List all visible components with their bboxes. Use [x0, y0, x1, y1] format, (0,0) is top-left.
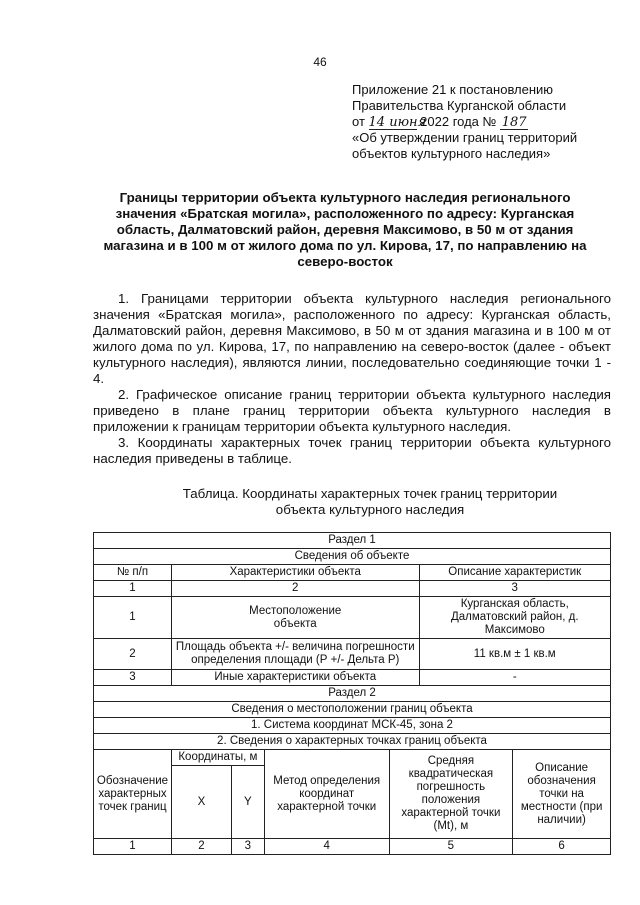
- col-number-1: 1: [94, 839, 172, 855]
- row-number: 3: [94, 670, 172, 686]
- header-index-3: 3: [419, 581, 610, 597]
- col-number-6: 6: [513, 839, 611, 855]
- body-text: [93, 291, 611, 467]
- header-index-2: 2: [171, 581, 419, 597]
- col-method-header: Метод определения координат характерной точки: [264, 750, 389, 839]
- from-prefix: от: [352, 114, 365, 129]
- table-row: [94, 670, 611, 686]
- row-value: Курганская область, Далматовский район, д. Максимово: [419, 597, 610, 639]
- header-description: Описание характеристик: [419, 565, 610, 581]
- section-1-header: Раздел 1: [94, 533, 611, 549]
- row-number: 2: [94, 639, 172, 670]
- appendix-header: [352, 82, 577, 162]
- col-coords-header: Координаты, м: [171, 750, 264, 766]
- header-index-1: 1: [94, 581, 172, 597]
- page-number: 46: [313, 55, 327, 69]
- col-accuracy-header: Средняя квадратическая погрешность положения характерной точки (Mt), м: [389, 750, 513, 839]
- coordinates-table: [93, 532, 611, 855]
- table-caption-line-1: Таблица. Координаты характерных точек границ территории: [182, 486, 558, 501]
- paragraph-1: 1. Границами территории объекта культурного наследия регионального значения «Братская могила», расположенного по адресу: Курганская область, Далматовский район, деревня Максимово, в 50 м от здания магазина и в 100 м от жилого дома по ул. Кирова, 17, по направлению на северо-восток (далее - объект культурного наследия), являются линии, последовательно соединяющие точки 1 - 4.: [93, 291, 611, 386]
- row-characteristic: Иные характеристики объекта: [171, 670, 419, 686]
- table-row: [94, 597, 611, 639]
- col-point-header: Обозначение характерных точек границ: [94, 750, 172, 839]
- row-value: 11 кв.м ± 1 кв.м: [419, 639, 610, 670]
- coordinate-system: 1. Система координат МСК-45, зона 2: [94, 718, 611, 734]
- col-number-3: 3: [231, 839, 264, 855]
- row-characteristic: Площадь объекта +/- величина погрешности определения площади (Р +/- Дельта Р): [171, 639, 419, 670]
- document-title: Границы территории объекта культурного наследия регионального значения «Братская могила», расположенного по адресу: Курганская область, Далматовский район, деревня Максимово, в 50 м от здания магазина и в 100 м от жилого дома по ул. Кирова, 17, по направлению на северо-восток: [103, 190, 587, 269]
- location-info-header: Сведения о местоположении границ объекта: [94, 702, 611, 718]
- col-number-5: 5: [389, 839, 513, 855]
- appendix-line-5: объектов культурного наследия»: [352, 146, 551, 161]
- col-x-header: X: [171, 766, 231, 839]
- appendix-line-1: Приложение 21 к постановлению: [352, 82, 554, 97]
- appendix-date-line: [352, 114, 577, 130]
- object-info-header: Сведения об объекте: [94, 549, 611, 565]
- appendix-line-2: Правительства Курганской области: [352, 98, 567, 113]
- paragraph-3: 3. Координаты характерных точек границ территории объекта культурного наследия приведены в таблице.: [93, 435, 611, 466]
- appendix-line-4: «Об утверждении границ территорий: [352, 130, 578, 145]
- col-y-header: Y: [231, 766, 264, 839]
- row-value: -: [419, 670, 610, 686]
- table-caption: [150, 486, 590, 518]
- row-characteristic: Местоположение объекта: [171, 597, 419, 639]
- col-number-2: 2: [171, 839, 231, 855]
- row-number: 1: [94, 597, 172, 639]
- number-prefix: №: [482, 114, 497, 129]
- table-row: [94, 639, 611, 670]
- section-2-header: Раздел 2: [94, 686, 611, 702]
- points-info-header: 2. Сведения о характерных точках границ объекта: [94, 734, 611, 750]
- handwritten-date: 14 июня: [368, 115, 427, 130]
- header-number: № п/п: [94, 565, 172, 581]
- col-number-4: 4: [264, 839, 389, 855]
- col-description-header: Описание обозначения точки на местности (при наличии): [513, 750, 611, 839]
- year-text: 2022 года: [420, 114, 479, 129]
- handwritten-number: 187: [501, 115, 527, 130]
- header-characteristic: Характеристики объекта: [171, 565, 419, 581]
- paragraph-2: 2. Графическое описание границ территории объекта культурного наследия приведено в плане границ территории объекта культурного наследия в приложении к границам территории объекта культурного наследия.: [93, 387, 611, 434]
- table-caption-line-2: объекта культурного наследия: [275, 502, 465, 517]
